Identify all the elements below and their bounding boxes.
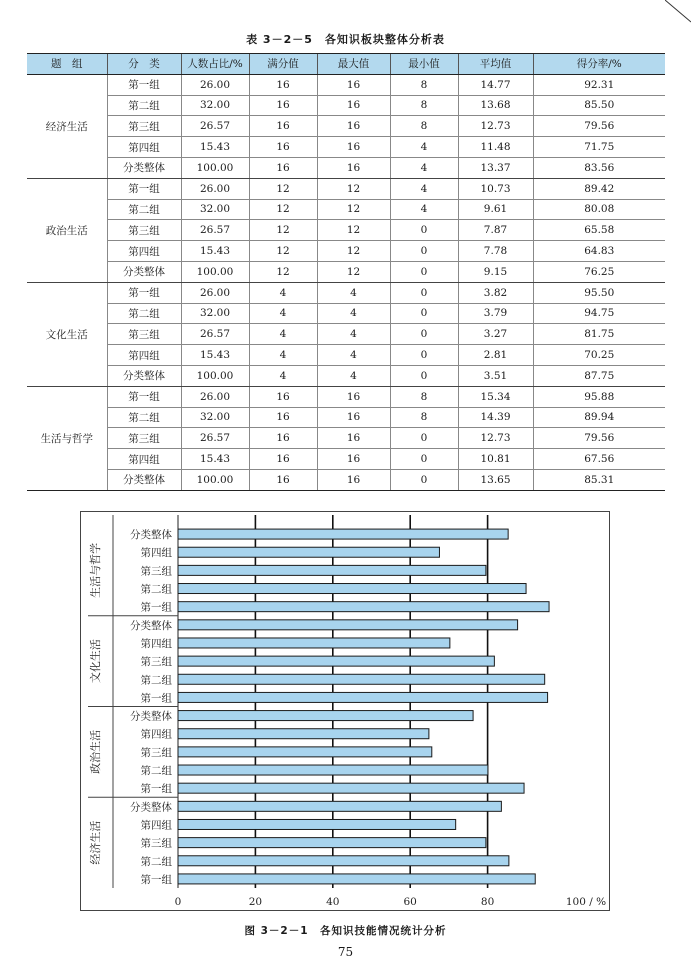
category-cell: 第四组: [107, 137, 181, 158]
chart-bar: [178, 874, 535, 884]
share-cell: 15.43: [181, 241, 249, 262]
mean-cell: 14.77: [458, 74, 533, 95]
x-tick-label: 40: [326, 896, 340, 908]
table-row: [27, 324, 665, 345]
table-row: [27, 116, 665, 137]
category-cell: 第四组: [107, 241, 181, 262]
share-cell: 15.43: [181, 137, 249, 158]
chart-category-label: 第三组: [140, 656, 172, 669]
min-cell: 0: [390, 428, 458, 449]
max-cell: 12: [317, 178, 390, 199]
category-cell: 第四组: [107, 345, 181, 366]
full-score-cell: 12: [249, 261, 317, 282]
chart-bar: [178, 692, 548, 702]
max-cell: 16: [317, 449, 390, 470]
full-score-cell: 16: [249, 407, 317, 428]
max-cell: 16: [317, 137, 390, 158]
header-mean: 平均值: [458, 54, 533, 75]
chart-group-label: 经济生活: [89, 820, 102, 865]
share-cell: 100.00: [181, 365, 249, 386]
min-cell: 0: [390, 282, 458, 303]
max-cell: 16: [317, 157, 390, 178]
score-rate-cell: 87.75: [533, 365, 665, 386]
min-cell: 4: [390, 178, 458, 199]
table-row: [27, 95, 665, 116]
chart-bar: [178, 620, 518, 630]
share-cell: 26.00: [181, 282, 249, 303]
x-unit-label: 100 / %: [565, 896, 607, 908]
figure-caption: 图 3－2－1 各知识技能情况统计分析: [244, 925, 447, 937]
chart-bar: [178, 838, 486, 848]
table-row: [27, 365, 665, 386]
full-score-cell: 16: [249, 469, 317, 490]
min-cell: 8: [390, 116, 458, 137]
full-score-cell: 16: [249, 137, 317, 158]
chart-bar: [178, 674, 545, 684]
mean-cell: 10.73: [458, 178, 533, 199]
chart-category-label: 第四组: [140, 819, 172, 832]
header-min: 最小值: [390, 54, 458, 75]
score-rate-cell: 76.25: [533, 261, 665, 282]
chart-category-label: 分类整体: [130, 801, 172, 814]
share-cell: 26.57: [181, 220, 249, 241]
chart-bar: [178, 584, 526, 594]
full-score-cell: 12: [249, 220, 317, 241]
max-cell: 4: [317, 282, 390, 303]
score-rate-cell: 67.56: [533, 449, 665, 470]
table-row: [27, 303, 665, 324]
min-cell: 0: [390, 241, 458, 262]
max-cell: 4: [317, 324, 390, 345]
category-cell: 分类整体: [107, 261, 181, 282]
chart-category-label: 第三组: [140, 837, 172, 850]
full-score-cell: 4: [249, 282, 317, 303]
mean-cell: 12.73: [458, 428, 533, 449]
chart-category-label: 第一组: [140, 692, 172, 705]
table-row: [27, 241, 665, 262]
table-row: [27, 74, 665, 95]
chart-bar: [178, 783, 524, 793]
chart-group-label: 文化生活: [89, 639, 102, 684]
share-cell: 32.00: [181, 95, 249, 116]
mean-cell: 3.82: [458, 282, 533, 303]
header-group: 题 组: [27, 54, 107, 75]
category-cell: 第三组: [107, 324, 181, 345]
chart-bar: [178, 856, 509, 866]
table-row: [27, 261, 665, 282]
table-row: [27, 449, 665, 470]
score-rate-cell: 65.58: [533, 220, 665, 241]
chart-category-label: 第二组: [140, 855, 172, 868]
chart-category-label: 第二组: [140, 674, 172, 687]
chart-category-label: 第四组: [140, 637, 172, 650]
chart-bar: [178, 638, 450, 648]
min-cell: 4: [390, 199, 458, 220]
max-cell: 16: [317, 428, 390, 449]
full-score-cell: 16: [249, 116, 317, 137]
x-tick-label: 0: [174, 896, 182, 908]
score-rate-cell: 64.83: [533, 241, 665, 262]
min-cell: 8: [390, 95, 458, 116]
chart-bar: [178, 656, 494, 666]
score-rate-cell: 80.08: [533, 199, 665, 220]
chart-bar: [178, 747, 432, 757]
share-cell: 100.00: [181, 157, 249, 178]
header-category: 分 类: [107, 54, 181, 75]
table-row: [27, 407, 665, 428]
score-rate-cell: 94.75: [533, 303, 665, 324]
chart-category-label: 分类整体: [130, 619, 172, 632]
max-cell: 12: [317, 199, 390, 220]
page-number: 75: [337, 945, 354, 959]
mean-cell: 11.48: [458, 137, 533, 158]
max-cell: 16: [317, 116, 390, 137]
full-score-cell: 16: [249, 386, 317, 407]
category-cell: 分类整体: [107, 365, 181, 386]
table-row: [27, 199, 665, 220]
full-score-cell: 16: [249, 74, 317, 95]
min-cell: 4: [390, 157, 458, 178]
min-cell: 0: [390, 220, 458, 241]
share-cell: 32.00: [181, 303, 249, 324]
category-cell: 第三组: [107, 220, 181, 241]
full-score-cell: 16: [249, 157, 317, 178]
category-cell: 分类整体: [107, 157, 181, 178]
full-score-cell: 4: [249, 365, 317, 386]
chart-category-label: 分类整体: [130, 529, 172, 542]
mean-cell: 2.81: [458, 345, 533, 366]
x-tick-label: 80: [480, 896, 495, 908]
category-cell: 第三组: [107, 116, 181, 137]
score-rate-cell: 92.31: [533, 74, 665, 95]
share-cell: 26.57: [181, 116, 249, 137]
chart-category-label: 第二组: [140, 765, 172, 778]
chart-group-label: 生活与哲学: [89, 542, 102, 598]
chart-bar: [178, 765, 488, 775]
chart-bar: [178, 565, 486, 575]
table-row: [27, 469, 665, 490]
category-cell: 第一组: [107, 282, 181, 303]
full-score-cell: 4: [249, 303, 317, 324]
max-cell: 16: [317, 469, 390, 490]
category-cell: 第一组: [107, 178, 181, 199]
mean-cell: 7.78: [458, 241, 533, 262]
chart-bar: [178, 801, 501, 811]
full-score-cell: 16: [249, 428, 317, 449]
min-cell: 0: [390, 261, 458, 282]
header-full-score: 满分值: [249, 54, 317, 75]
share-cell: 32.00: [181, 199, 249, 220]
min-cell: 0: [390, 365, 458, 386]
x-tick-label: 20: [248, 896, 263, 908]
corner-decoration-line: [665, 0, 691, 26]
share-cell: 15.43: [181, 449, 249, 470]
chart-category-label: 分类整体: [130, 710, 172, 723]
min-cell: 0: [390, 449, 458, 470]
score-rate-cell: 79.56: [533, 116, 665, 137]
header-max: 最大值: [317, 54, 390, 75]
mean-cell: 13.65: [458, 469, 533, 490]
table-row: [27, 137, 665, 158]
mean-cell: 15.34: [458, 386, 533, 407]
table-row: [27, 282, 665, 303]
full-score-cell: 4: [249, 345, 317, 366]
category-cell: 第三组: [107, 428, 181, 449]
category-cell: 分类整体: [107, 469, 181, 490]
chart-category-label: 第一组: [140, 601, 172, 614]
table-row: [27, 157, 665, 178]
share-cell: 26.00: [181, 74, 249, 95]
share-cell: 32.00: [181, 407, 249, 428]
max-cell: 16: [317, 407, 390, 428]
chart-bar: [178, 547, 439, 557]
group-name-cell: 生活与哲学: [27, 386, 107, 490]
knowledge-analysis-table: [27, 53, 665, 491]
category-cell: 第二组: [107, 407, 181, 428]
category-cell: 第二组: [107, 199, 181, 220]
category-cell: 第四组: [107, 449, 181, 470]
category-cell: 第一组: [107, 386, 181, 407]
full-score-cell: 12: [249, 178, 317, 199]
chart-group-label: 政治生活: [89, 729, 102, 774]
score-rate-cell: 83.56: [533, 157, 665, 178]
full-score-cell: 16: [249, 449, 317, 470]
chart-bar: [178, 729, 429, 739]
full-score-cell: 12: [249, 241, 317, 262]
mean-cell: 9.61: [458, 199, 533, 220]
share-cell: 26.57: [181, 324, 249, 345]
mean-cell: 13.37: [458, 157, 533, 178]
group-name-cell: 经济生活: [27, 74, 107, 178]
max-cell: 12: [317, 220, 390, 241]
max-cell: 12: [317, 241, 390, 262]
min-cell: 0: [390, 303, 458, 324]
mean-cell: 10.81: [458, 449, 533, 470]
min-cell: 0: [390, 324, 458, 345]
share-cell: 100.00: [181, 469, 249, 490]
mean-cell: 14.39: [458, 407, 533, 428]
share-cell: 26.00: [181, 386, 249, 407]
category-cell: 第二组: [107, 95, 181, 116]
table-header-row: [27, 54, 665, 75]
chart-category-label: 第四组: [140, 547, 172, 560]
max-cell: 4: [317, 303, 390, 324]
max-cell: 4: [317, 365, 390, 386]
score-rate-cell: 95.88: [533, 386, 665, 407]
max-cell: 16: [317, 386, 390, 407]
share-cell: 26.00: [181, 178, 249, 199]
chart-category-label: 第二组: [140, 583, 172, 596]
x-tick-label: 60: [403, 896, 417, 908]
min-cell: 4: [390, 137, 458, 158]
min-cell: 0: [390, 345, 458, 366]
min-cell: 8: [390, 407, 458, 428]
mean-cell: 3.27: [458, 324, 533, 345]
min-cell: 8: [390, 74, 458, 95]
group-name-cell: 政治生活: [27, 178, 107, 282]
max-cell: 16: [317, 74, 390, 95]
category-cell: 第二组: [107, 303, 181, 324]
score-rate-cell: 71.75: [533, 137, 665, 158]
mean-cell: 3.51: [458, 365, 533, 386]
score-rate-bar-chart: [80, 511, 611, 921]
full-score-cell: 16: [249, 95, 317, 116]
score-rate-cell: 81.75: [533, 324, 665, 345]
table-row: [27, 428, 665, 449]
chart-category-label: 第三组: [140, 746, 172, 759]
table-caption: 表 3－2－5 各知识板块整体分析表: [246, 33, 445, 46]
share-cell: 100.00: [181, 261, 249, 282]
group-name-cell: 文化生活: [27, 282, 107, 386]
score-rate-cell: 95.50: [533, 282, 665, 303]
chart-category-label: 第四组: [140, 728, 172, 741]
table-row: [27, 386, 665, 407]
mean-cell: 3.79: [458, 303, 533, 324]
mean-cell: 13.68: [458, 95, 533, 116]
header-score-rate: 得分率/%: [533, 54, 665, 75]
chart-category-label: 第三组: [140, 565, 172, 578]
header-share: 人数占比/%: [181, 54, 249, 75]
full-score-cell: 4: [249, 324, 317, 345]
table-row: [27, 178, 665, 199]
chart-bar: [178, 529, 508, 539]
mean-cell: 9.15: [458, 261, 533, 282]
table-row: [27, 345, 665, 366]
chart-bar: [178, 602, 549, 612]
full-score-cell: 12: [249, 199, 317, 220]
min-cell: 0: [390, 469, 458, 490]
score-rate-cell: 79.56: [533, 428, 665, 449]
score-rate-cell: 89.42: [533, 178, 665, 199]
chart-category-label: 第一组: [140, 873, 172, 886]
min-cell: 8: [390, 386, 458, 407]
score-rate-cell: 85.50: [533, 95, 665, 116]
score-rate-cell: 85.31: [533, 469, 665, 490]
chart-bar: [178, 711, 473, 721]
table-row: [27, 220, 665, 241]
share-cell: 15.43: [181, 345, 249, 366]
score-rate-cell: 70.25: [533, 345, 665, 366]
share-cell: 26.57: [181, 428, 249, 449]
max-cell: 16: [317, 95, 390, 116]
max-cell: 12: [317, 261, 390, 282]
chart-category-label: 第一组: [140, 783, 172, 796]
mean-cell: 7.87: [458, 220, 533, 241]
max-cell: 4: [317, 345, 390, 366]
score-rate-cell: 89.94: [533, 407, 665, 428]
mean-cell: 12.73: [458, 116, 533, 137]
category-cell: 第一组: [107, 74, 181, 95]
chart-bar: [178, 819, 456, 829]
